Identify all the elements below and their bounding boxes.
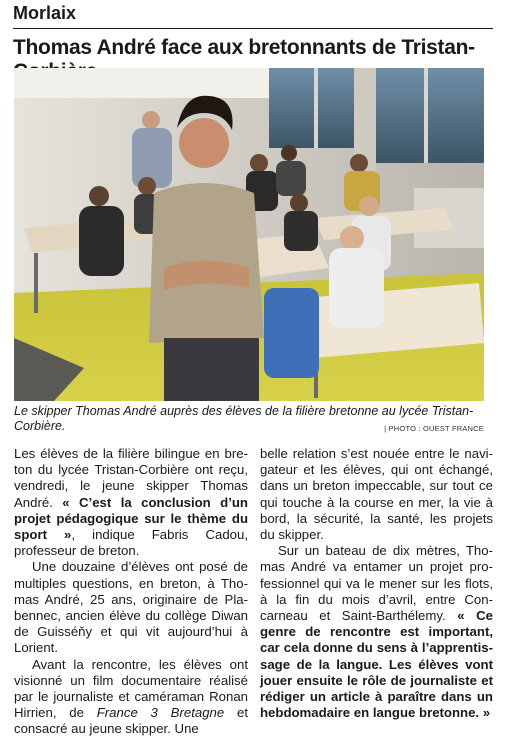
- article-column-right: [260, 446, 493, 721]
- paragraph-3: [14, 657, 248, 738]
- paragraph-3-tail: et consacré au jeune skipper. Une: [14, 705, 248, 737]
- paragraph-1: [14, 446, 248, 559]
- article-headline: Thomas André face aux bretonnants de Tristan-: [13, 36, 475, 59]
- paragraph-4: belle relation s’est nouée entre le navigateur et les élèves, qui ont échangé, dans un breton impeccable, sur tout ce qui touche à la course en mer, la vie à bord, la sécurité, la santé, les projets du skipper.: [260, 446, 493, 543]
- paragraph-1-attribution: , indique Fabris Cadou, professeur de breton.: [14, 527, 248, 559]
- paragraph-2: Une douzaine d’élèves ont posé de multiples questions, en breton, à Thomas André, 25 ans, originaire de Plabennec, ancien élève du collège Diwan de Guisséňy et qui vit aujourd’hui à Lorient.: [14, 559, 248, 656]
- section-rubric: [13, 2, 493, 29]
- paragraph-3-text: Avant la rencontre, les élèves ont visionné un film documentaire réalisé par le journaliste et caméraman Ronan Hirrien, de: [14, 656, 248, 721]
- article-photo: [14, 68, 484, 401]
- quote-conclusion: « Ce genre de rencontre est important, car cela donne du sens à l’apprentissage de la langue. Les élèves vont jouer ensuite le rôle de journaliste et rédiger un article à paraître dans un hebdomadaire en langue bretonne. »: [260, 608, 494, 721]
- photo-credit: | PHOTO : OUEST FRANCE: [384, 424, 484, 433]
- quote-teacher: « C’est la conclusion d’un projet pédagogique sur le thème du sport »: [14, 494, 248, 543]
- paragraph-5: [260, 543, 493, 721]
- article-column-left: [14, 446, 248, 738]
- channel-name: France 3 Bretagne: [96, 705, 225, 721]
- paragraph-5-text: Sur un bateau de dix mètres, Thomas André va entamer un projet professionnel qui va le mener sur les flots, à la fin du mois d’avril, entre Concarneau et Saint-Barthélemy.: [260, 543, 493, 624]
- section-label: Morlaix: [13, 3, 77, 23]
- photo-caption: Le skipper Thomas André auprès des élèves de la filière bretonne au lycée Tristan-Corbière.: [14, 404, 474, 433]
- paragraph-1-text: Les élèves de la filière bilingue en breton du lycée Tristan-Corbière ont reçu, vendredi, le jeune skipper Thomas André.: [14, 446, 248, 510]
